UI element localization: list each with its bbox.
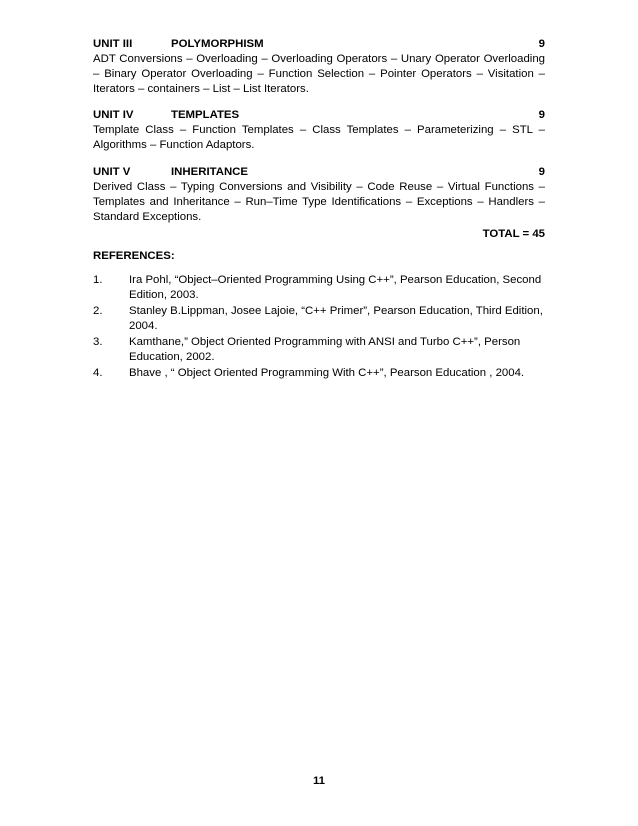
references-heading: REFERENCES:	[93, 250, 175, 262]
reference-text: Bhave , “ Object Oriented Programming With C++”, Pearson Education , 2004.	[129, 367, 525, 379]
reference-item	[93, 273, 545, 303]
unit-hours: 9	[538, 109, 545, 121]
reference-item	[93, 366, 545, 381]
unit-hours: 9	[538, 166, 545, 178]
page-number: 11	[312, 775, 326, 787]
reference-number: 3.	[93, 336, 103, 348]
reference-text: Stanley B.Lippman, Josee Lajoie, “C++ Primer”, Pearson Education, Third Edition, 2004.	[129, 305, 543, 332]
unit-heading	[93, 165, 545, 180]
unit-heading	[93, 37, 545, 52]
reference-item	[93, 304, 545, 334]
unit-v-section	[93, 165, 545, 225]
unit-code: UNIT IV	[93, 109, 134, 121]
total-hours: TOTAL = 45	[482, 228, 545, 240]
reference-item	[93, 335, 545, 365]
reference-text: Kamthane,” Object Oriented Programming with ANSI and Turbo C++”, Person Education, 2002.	[129, 336, 521, 363]
unit-code: UNIT III	[93, 38, 133, 50]
unit-body: Template Class – Function Templates – Class Templates – Parameterizing – STL – Algorithms – Function Adaptors.	[93, 124, 545, 151]
unit-hours: 9	[538, 38, 545, 50]
references-list	[93, 273, 545, 382]
reference-number: 4.	[93, 367, 103, 379]
unit-body: ADT Conversions – Overloading – Overloading Operators – Unary Operator Overloading – Binary Operator Overloading – Function Selection – Pointer Operators – Visitation – Iterators – containers – List – List Iterators.	[93, 53, 545, 95]
reference-number: 2.	[93, 305, 103, 317]
unit-iii-section	[93, 37, 545, 97]
reference-text: Ira Pohl, “Object–Oriented Programming Using C++”, Pearson Education, Second Edition, 2003.	[129, 274, 542, 301]
unit-title: TEMPLATES	[171, 109, 240, 121]
unit-title: POLYMORPHISM	[171, 38, 264, 50]
reference-number: 1.	[93, 274, 103, 286]
unit-code: UNIT V	[93, 166, 131, 178]
unit-iv-section	[93, 108, 545, 153]
unit-title: INHERITANCE	[171, 166, 248, 178]
unit-heading	[93, 108, 545, 123]
unit-body: Derived Class – Typing Conversions and Visibility – Code Reuse – Virtual Functions – Templates and Inheritance – Run–Time Type Identifications – Exceptions – Handlers – Standard Exceptions.	[93, 181, 545, 223]
